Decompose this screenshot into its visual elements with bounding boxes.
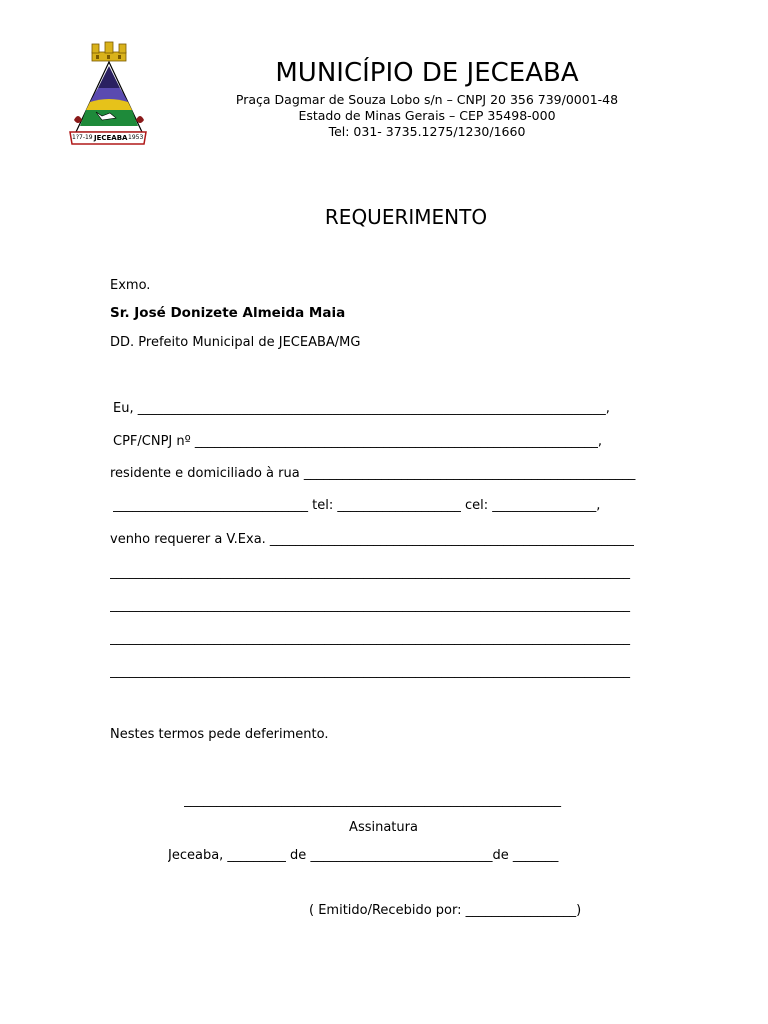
address-field-line[interactable]: residente e domiciliado à rua ___________________________________________________ <box>110 466 636 481</box>
request-blank-line-1[interactable]: ________________________________________________________________________________ <box>110 565 630 580</box>
address-line-1: Praça Dagmar de Souza Lobo s/n – CNPJ 20 356 739/0001-48 <box>235 92 619 107</box>
addressee-name: Sr. José Donizete Almeida Maia <box>110 305 346 321</box>
salutation: Exmo. <box>110 278 151 293</box>
crest-banner-text: JECEABA <box>94 134 128 142</box>
request-blank-line-3[interactable]: ________________________________________________________________________________ <box>110 631 630 646</box>
date-line[interactable]: Jeceaba, _________ de ____________________________de _______ <box>168 848 559 863</box>
document-heading: REQUERIMENTO <box>324 205 488 229</box>
addressee-title: DD. Prefeito Municipal de JECEABA/MG <box>110 335 361 350</box>
issued-received-by[interactable]: ( Emitido/Recebido por: _________________) <box>309 903 582 918</box>
crest-right-year: 1953 <box>128 134 144 141</box>
request-blank-line-2[interactable]: ________________________________________________________________________________ <box>110 598 630 613</box>
address-line-2: Estado de Minas Gerais – CEP 35498-000 <box>298 108 556 123</box>
tel-cel-field-line[interactable]: ______________________________ tel: ___________________ cel: ________________, <box>113 498 601 513</box>
request-field-line[interactable]: venho requerer a V.Exa. ________________________________________________________ <box>110 532 634 547</box>
phone-line: Tel: 031- 3735.1275/1230/1660 <box>328 124 526 139</box>
signature-line[interactable]: __________________________________________________________ <box>184 793 561 808</box>
request-blank-line-4[interactable]: ________________________________________________________________________________ <box>110 664 630 679</box>
signature-label: Assinatura <box>349 820 418 835</box>
municipality-title: MUNICÍPIO DE JECEABA <box>275 58 579 88</box>
name-field-line[interactable]: Eu, ________________________________________________________________________, <box>113 401 610 416</box>
crest-left-year: 1?7-19 <box>72 134 93 141</box>
cpf-cnpj-field-line[interactable]: CPF/CNPJ nº ______________________________________________________________, <box>113 434 603 449</box>
closing-text: Nestes termos pede deferimento. <box>110 727 329 742</box>
